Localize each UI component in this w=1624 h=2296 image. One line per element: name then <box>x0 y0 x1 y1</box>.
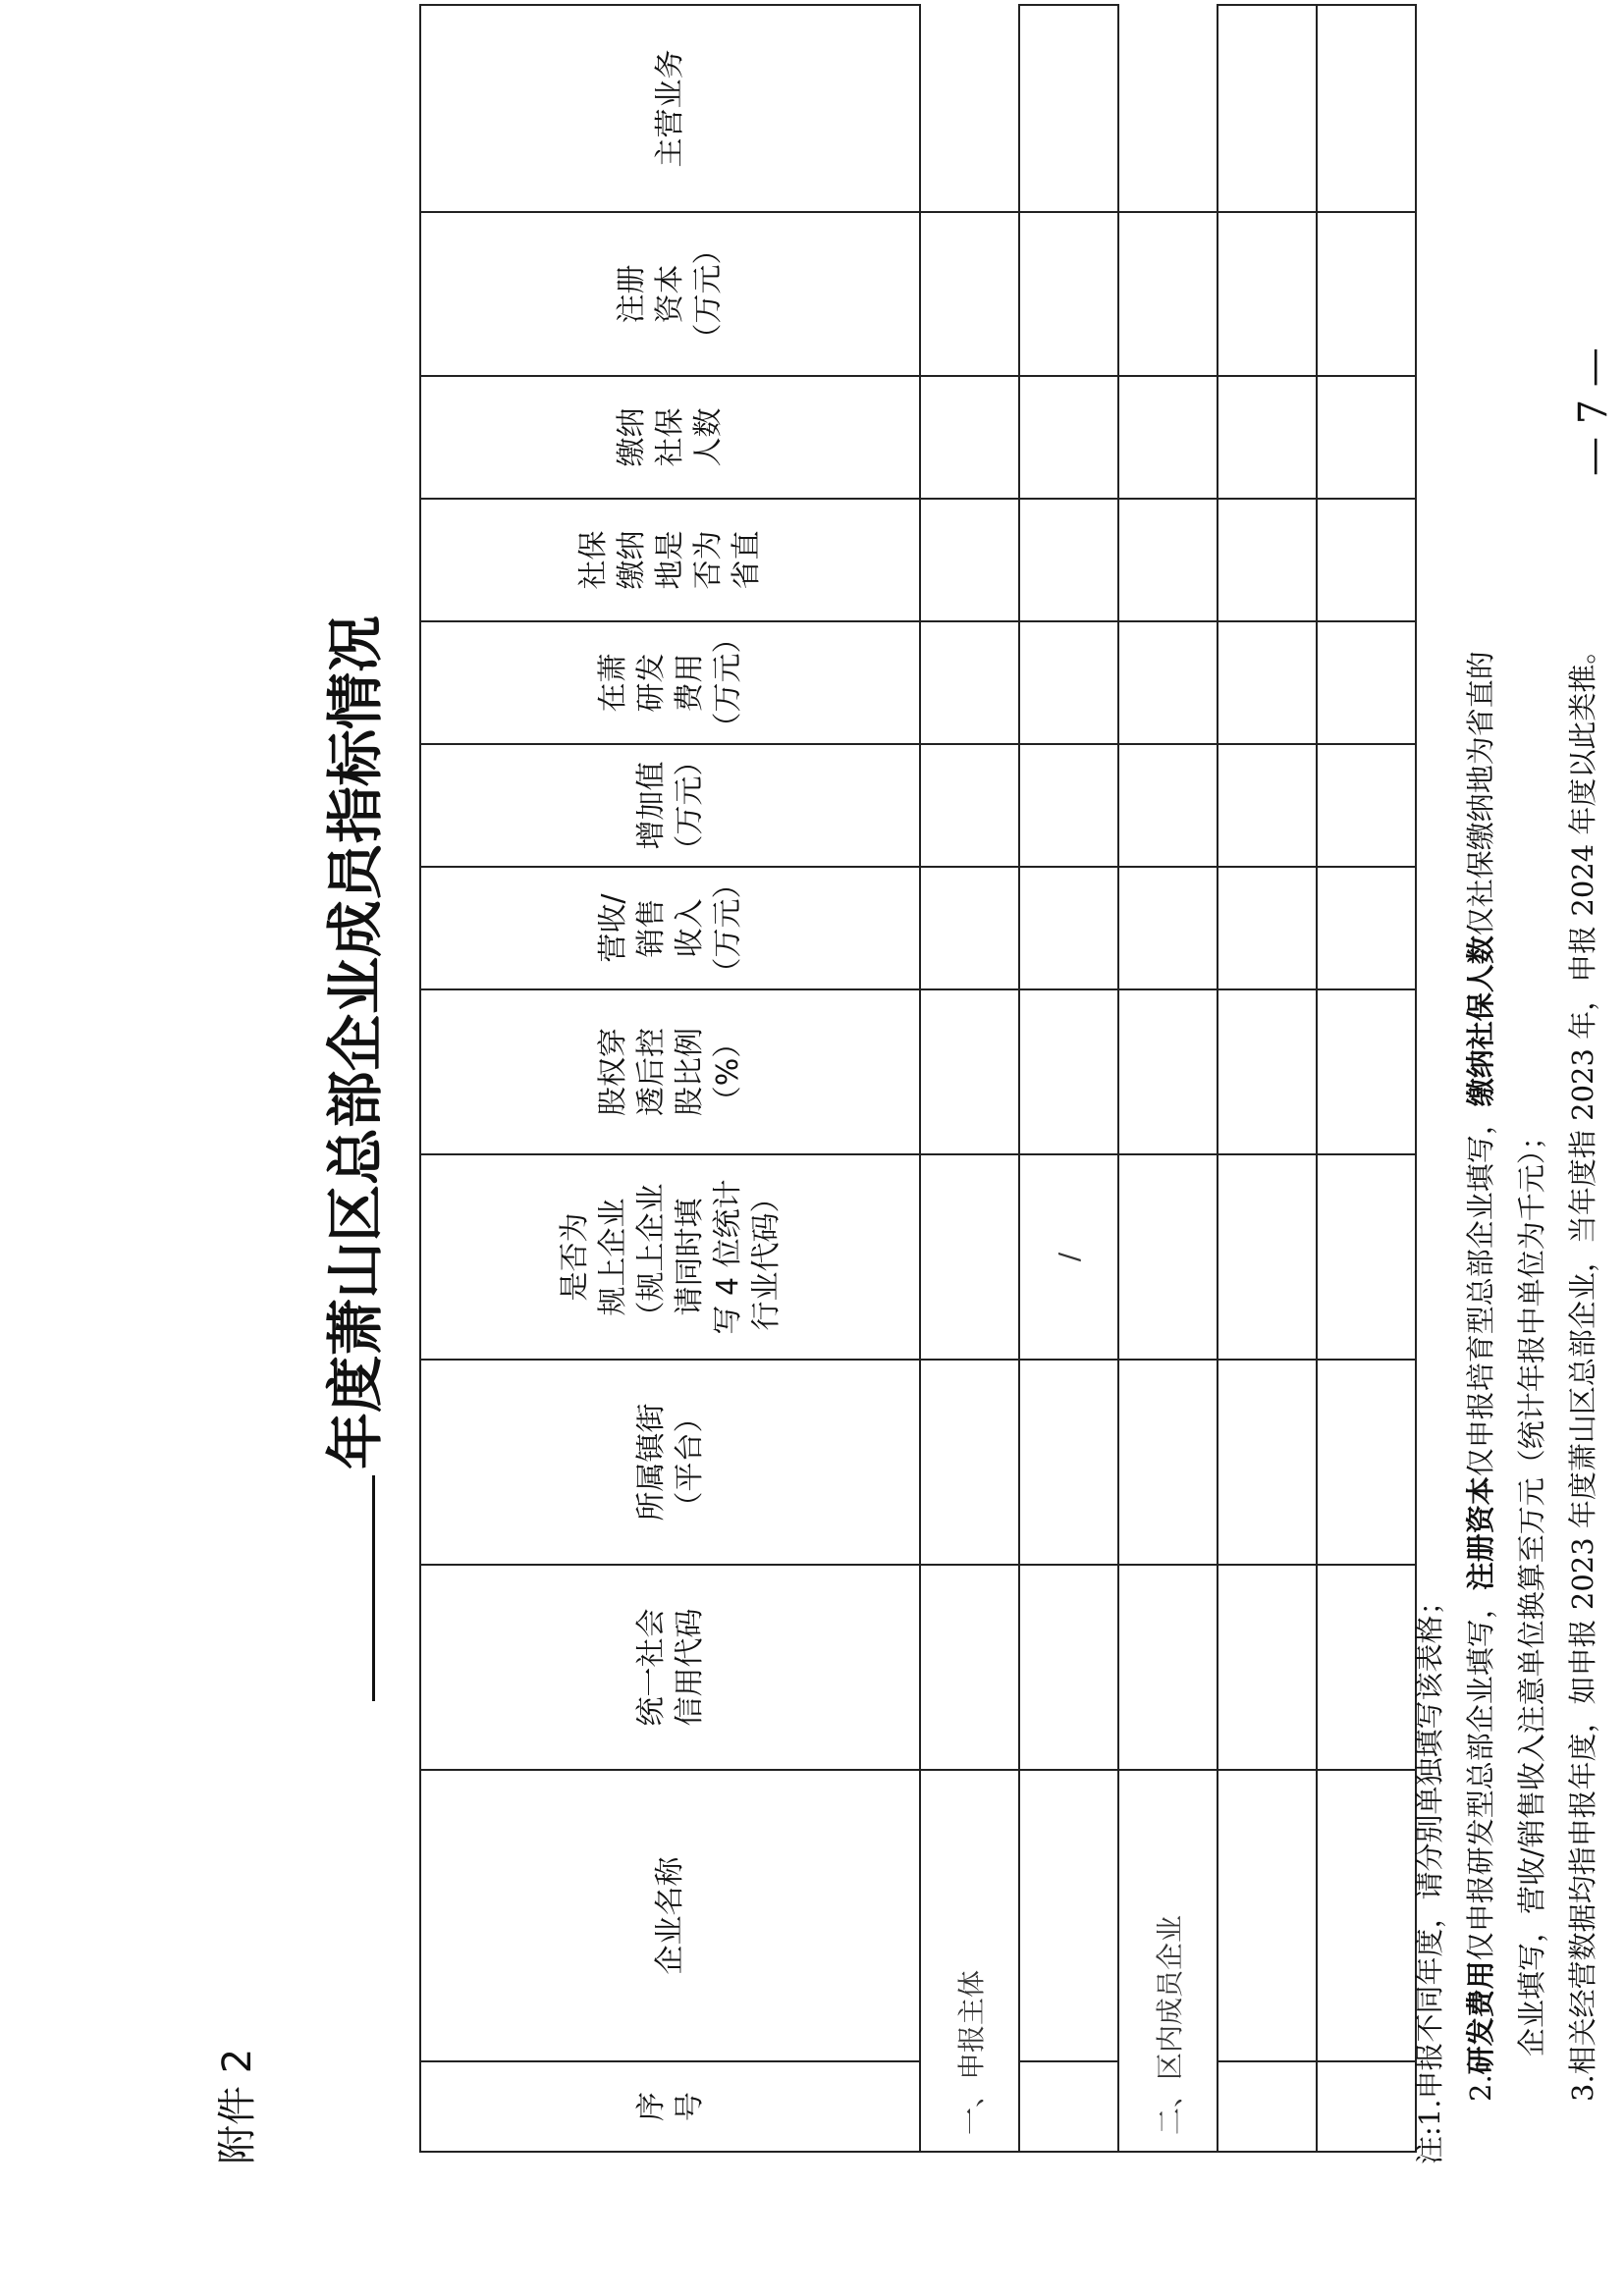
attachment-label: 附件 2 <box>215 2048 260 2164</box>
header-cell: 企业名称 <box>420 1770 920 2061</box>
table-row <box>1118 5 1218 2152</box>
page-title <box>309 133 392 2184</box>
notes <box>1404 240 1608 2164</box>
note-3: 3.相关经营数据均指申报年度，如申报 2023 年度萧山区总部企业，当年度指 2023 年，申报 2024 年度以此类推。 <box>1566 635 1599 2102</box>
header-cell: 缴纳 社保 人数 <box>420 376 920 499</box>
header-cell: 序 号 <box>420 2061 920 2152</box>
table-row <box>1218 5 1317 2152</box>
header-cell: 统一社会 信用代码 <box>420 1565 920 1770</box>
header-cell: 主营业务 <box>420 5 920 212</box>
note-2: 2.研发费用仅申报研发型总部企业填写，注册资本仅申报培育型总部企业填写，缴纳社保人数仅社保缴纳地为省直的 <box>1464 651 1497 2102</box>
header-cell: 社保 缴纳 地是 否为 省直 <box>420 499 920 621</box>
header-cell: 增加值 （万元） <box>420 744 920 867</box>
table-row <box>1317 5 1416 2152</box>
note-2-continued: 企业填写，营收/销售收入注意单位换算至万元（统计年报中单位为千元）； <box>1515 1121 1548 2056</box>
title-text: 年度萧山区总部企业成员指标情况 <box>322 615 389 1470</box>
header-cell: 注册 资本 （万元） <box>420 212 920 376</box>
header-row <box>420 5 920 2152</box>
slash-mark: / <box>1019 1154 1118 1360</box>
header-cell: 是否为 规上企业 （规上企业 请同时填 写 4 位统计 行业代码） <box>420 1154 920 1360</box>
title-year-blank <box>323 1475 375 1701</box>
note-1: 注:1.申报不同年度，请分别单独填写该表格； <box>1413 1586 1446 2164</box>
header-cell: 股权穿 透后控 股比例 （%） <box>420 989 920 1154</box>
section-label-applicant: 一、申报主体 <box>920 1770 1019 2152</box>
header-cell: 营收/ 销售 收入 （万元） <box>420 867 920 989</box>
table-row <box>920 5 1019 2152</box>
indicator-table <box>419 4 1417 2153</box>
table-row <box>1019 5 1118 2152</box>
header-cell: 在萧 研发 费用 （万元） <box>420 621 920 744</box>
section-label-members: 二、区内成员企业 <box>1118 1770 1218 2152</box>
rotated-sheet <box>196 49 1620 2184</box>
header-cell: 所属镇街 （平台） <box>420 1360 920 1565</box>
page-number: — 7 — <box>1571 347 1616 476</box>
